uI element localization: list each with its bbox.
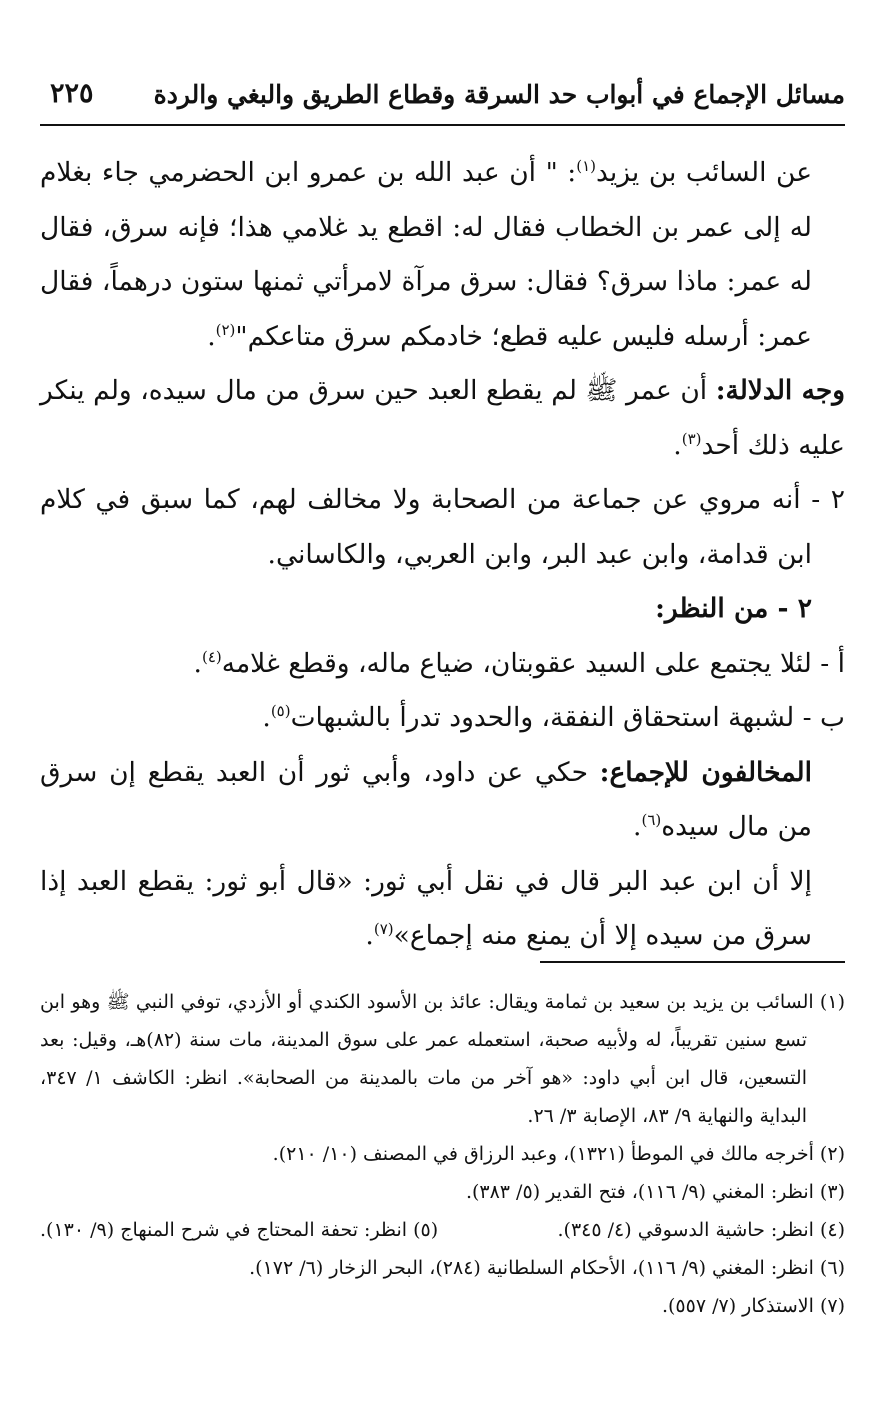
subheading-nazar [40,582,845,637]
footnotes [40,983,845,1325]
footnote-7: (٧) الاستذكار (٧/ ٥٥٧). [661,1295,845,1317]
footnote-ref-3: (٣) [681,429,702,448]
punctuation: . [365,920,374,951]
ibn-abd-albarr-text: إلا أن ابن عبد البر قال في نقل أبي ثور: «قال أبو ثور: يقطع العبد إذا سرق من سيده إلا أن يمنع منه إجماع» [40,865,812,951]
paragraph-ibn-abd-albarr [40,855,845,964]
alif-text: أ - لئلا يجتمع على السيد عقوبتان، ضياع ماله، وقطع غلامه [221,647,845,679]
page-header [40,74,845,126]
footnote-2: (٢) أخرجه مالك في الموطأ (١٣٢١)، وعبد الرزاق في المصنف (١٠/ ٢١٠). [272,1143,845,1165]
running-title: مسائل الإجماع في أبواب حد السرقة وقطاع الطريق والبغي والردة [153,80,845,109]
paragraph-ba [40,691,845,746]
punctuation: . [633,811,642,842]
hadith-intro: عن السائب بن يزيد [596,157,813,188]
footnote-ref-7: (٧) [373,920,394,939]
footnote-ref-6: (٦) [641,811,662,830]
footnote-separator [540,961,845,963]
nazar-heading: ٢ - من النظر: [655,593,812,624]
footnote-1: (١) السائب بن يزيد بن سعيد بن ثمامة ويقال: عائذ بن الأسود الكندي أو الأزدي، توفي النبي ﷺ وهو ابن تسع سنين تقريباً، له ولأبيه صحبة، استعمله عمر على سوق المدينة، مات سنة (٨٢)هـ، وقيل: بعد التسعين، قال ابن أبي داود: «هو آخر من مات بالمدينة من الصحابة». انظر: الكاشف ١/ ٣٤٧، البداية والنهاية ٩/ ٨٣، الإصابة ٣/ ٢٦. [40,991,845,1127]
main-text [40,146,845,964]
paragraph-evidence [40,364,845,473]
footnote-ref-1: (١) [576,157,597,176]
punctuation: . [673,429,682,461]
punctuation: . [193,647,202,679]
paragraph-hadith [40,146,845,364]
opponents-text: حكي عن داود، وأبي ثور أن العبد يقطع إن سرق من مال سيده [40,756,812,842]
footnote-4: (٤) انظر: حاشية الدسوقي (٤/ ٣٤٥). [557,1219,845,1241]
footnote-3: (٣) انظر: المغني (٩/ ١١٦)، فتح القدير (٥/ ٣٨٣). [465,1181,845,1203]
footnote-ref-2: (٢) [215,320,236,339]
paragraph-point-2 [40,473,845,582]
point-2-text: ٢ - أنه مروي عن جماعة من الصحابة ولا مخالف لهم، كما سبق في كلام ابن قدامة، وابن عبد البر، وابن العربي، والكاساني. [40,484,845,570]
footnote-6: (٦) انظر: المغني (٩/ ١١٦)، الأحكام السلطانية (٢٨٤)، البحر الزخار (٦/ ١٧٢). [249,1257,845,1279]
ba-text: ب - لشبهة استحقاق النفقة، والحدود تدرأ بالشبهات [290,702,845,733]
footnote-ref-5: (٥) [270,702,291,721]
paragraph-opponents [40,746,845,855]
footnote-ref-4: (٤) [201,647,222,666]
footnote-row-4-5 [40,1211,845,1249]
page-number: ٢٢٥ [50,78,94,109]
evidence-text: أن عمر ﷺ لم يقطع العبد حين سرق من مال سيده، ولم ينكر عليه ذلك أحد [40,375,845,461]
opponents-label: المخالفون للإجماع: [599,756,812,788]
footnote-5: (٥) انظر: تحفة المحتاج في شرح المنهاج (٩/ ١٣٠). [40,1219,439,1241]
evidence-label: وجه الدلالة: [715,375,845,406]
paragraph-alif [40,637,845,692]
punctuation: . [207,320,216,352]
hadith-text: : " أن عبد الله بن عمرو ابن الحضرمي جاء بغلام له إلى عمر بن الخطاب فقال له: اقطع يد غلامي هذا؛ فإنه سرق، فقال له عمر: ماذا سرق؟ فقال: سرق مرآة لامرأتي ثمنها ستون درهماً، فقال عمر: أرسله فليس عليه قطع؛ خادمكم سرق متاعكم" [40,157,812,352]
punctuation: . [262,702,271,733]
